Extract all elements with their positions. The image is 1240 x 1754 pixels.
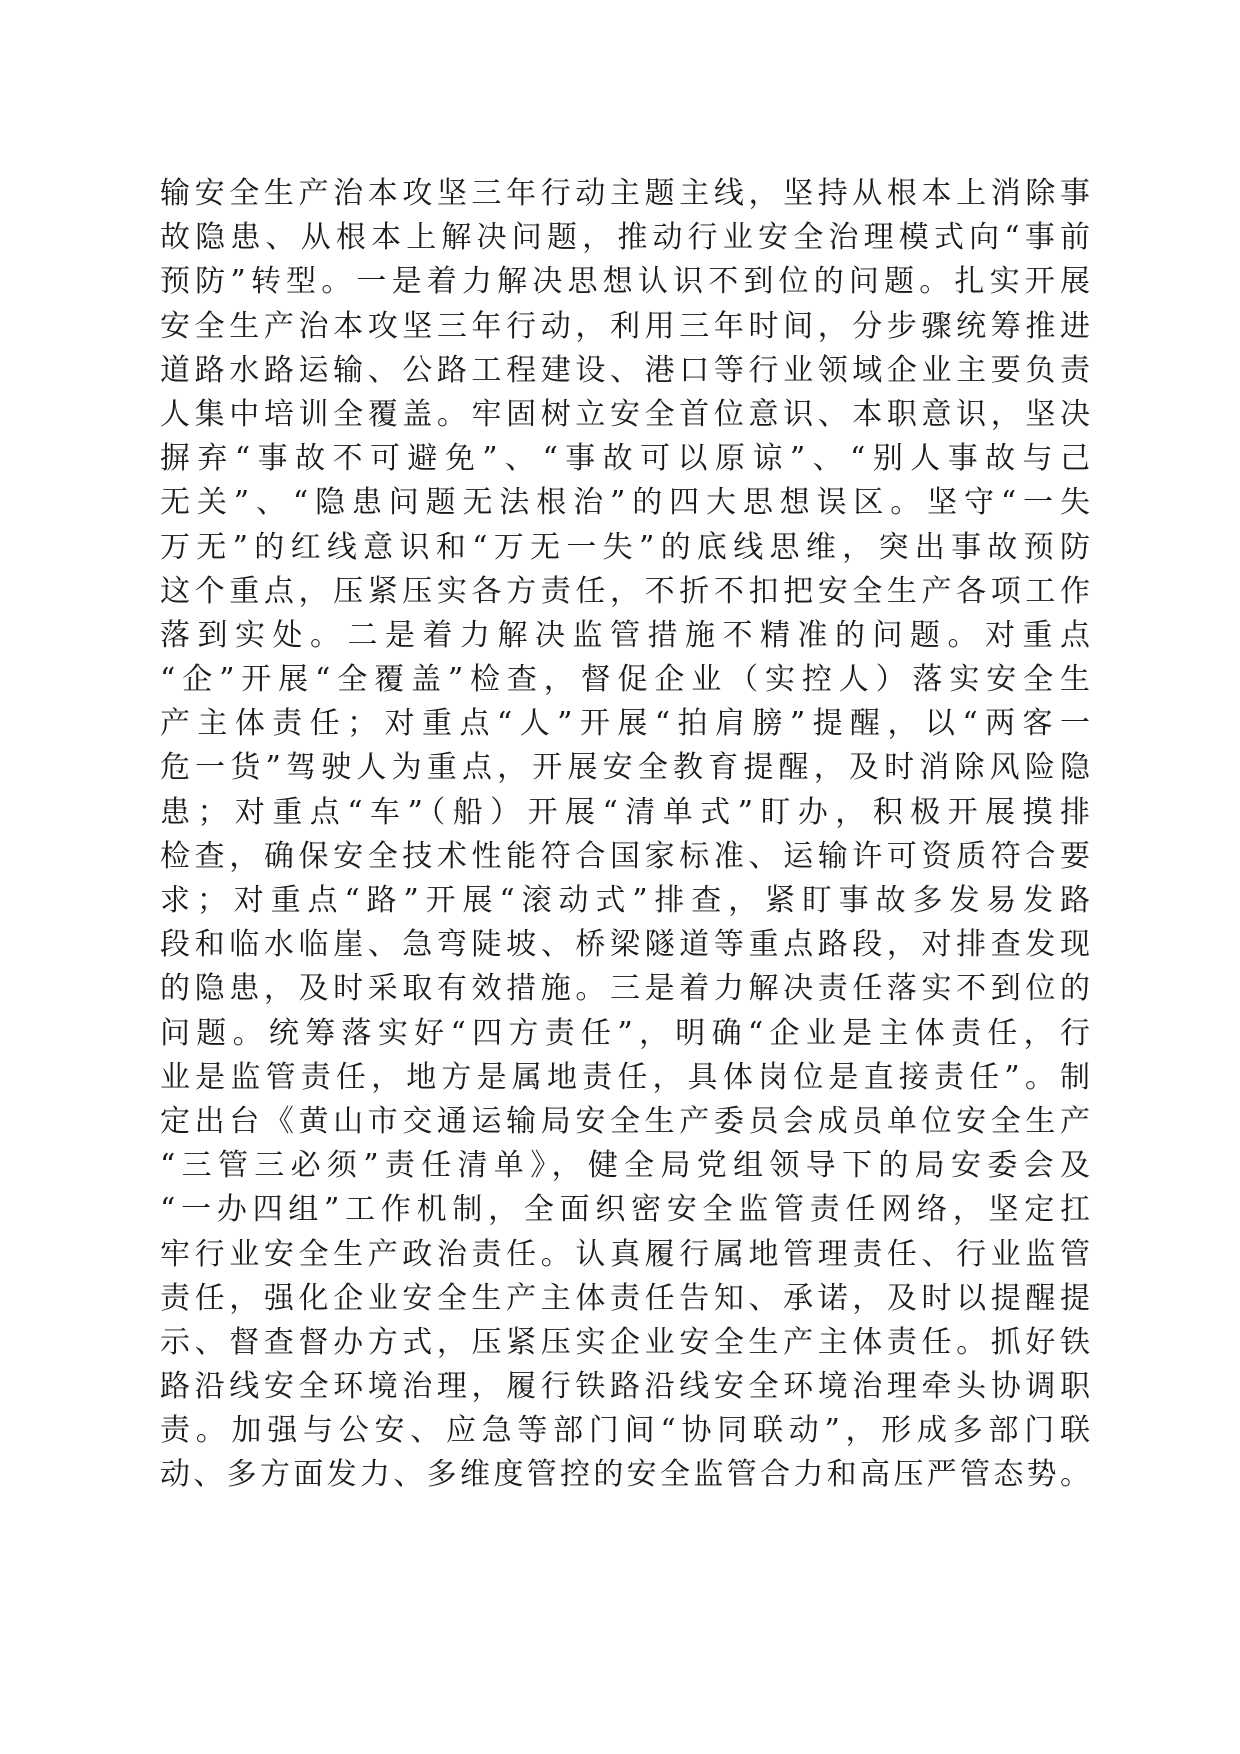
text-line: “一办四组”工作机制，全面织密安全监管责任网络，坚定扛: [160, 1192, 1090, 1228]
text-line: 安全生产治本攻坚三年行动，利用三年时间，分步骤统筹推进: [160, 308, 1090, 344]
text-line: 的隐患，及时采取有效措施。三是着力解决责任落实不到位的: [160, 971, 1090, 1007]
text-line: 段和临水临崖、急弯陡坡、桥梁隧道等重点路段，对排查发现: [160, 927, 1090, 963]
text-line: 求；对重点“路”开展“滚动式”排查，紧盯事故多发易发路: [160, 883, 1090, 918]
text-line: “三管三必须”责任清单》，健全局党组领导下的局安委会及: [160, 1148, 1090, 1184]
text-line: 无关”、“隐患问题无法根治”的四大思想误区。坚守“一失: [160, 485, 1090, 521]
text-line: 责任，强化企业安全生产主体责任告知、承诺，及时以提醒提: [160, 1280, 1090, 1316]
text-line: 示、督查督办方式，压紧压实企业安全生产主体责任。抓好铁: [160, 1324, 1090, 1360]
text-line: 检查，确保安全技术性能符合国家标准、运输许可资质符合要: [160, 838, 1090, 874]
text-line: 人集中培训全覆盖。牢固树立安全首位意识、本职意识，坚决: [160, 396, 1090, 432]
text-line: 危一货”驾驶人为重点，开展安全教育提醒，及时消除风险隐: [160, 750, 1090, 786]
text-line: 故隐患、从根本上解决问题，推动行业安全治理模式向“事前: [160, 220, 1090, 256]
text-line: 业是监管责任，地方是属地责任，具体岗位是直接责任”。制: [160, 1059, 1090, 1095]
text-line: 产主体责任；对重点“人”开展“拍肩膀”提醒，以“两客一: [160, 706, 1090, 742]
text-line: 摒弃“事故不可避免”、“事故可以原谅”、“别人事故与己: [160, 441, 1090, 477]
text-line: 道路水路运输、公路工程建设、港口等行业领域企业主要负责: [160, 352, 1090, 388]
text-line: 预防”转型。一是着力解决思想认识不到位的问题。扎实开展: [160, 264, 1090, 300]
text-line: 定出台《黄山市交通运输局安全生产委员会成员单位安全生产: [160, 1103, 1090, 1139]
text-line: 这个重点，压紧压实各方责任，不折不扣把安全生产各项工作: [160, 573, 1090, 609]
text-line: 输安全生产治本攻坚三年行动主题主线，坚持从根本上消除事: [160, 176, 1090, 211]
text-line: 问题。统筹落实好“四方责任”，明确“企业是主体责任，行: [160, 1015, 1090, 1051]
text-line: 万无”的红线意识和“万无一失”的底线思维，突出事故预防: [160, 529, 1090, 565]
text-line: “企”开展“全覆盖”检查，督促企业（实控人）落实安全生: [160, 662, 1090, 698]
text-line: 责。加强与公安、应急等部门间“协同联动”，形成多部门联: [160, 1413, 1090, 1449]
text-line: 牢行业安全生产政治责任。认真履行属地管理责任、行业监管: [160, 1236, 1090, 1272]
text-line: 路沿线安全环境治理，履行铁路沿线安全环境治理牵头协调职: [160, 1369, 1090, 1405]
text-line: 动、多方面发力、多维度管控的安全监管合力和高压严管态势。: [160, 1457, 1090, 1493]
body-paragraph: [160, 172, 1090, 1498]
text-line: 落到实处。二是着力解决监管措施不精准的问题。对重点: [160, 617, 1090, 653]
text-line: 患；对重点“车”（船）开展“清单式”盯办，积极开展摸排: [160, 794, 1090, 830]
